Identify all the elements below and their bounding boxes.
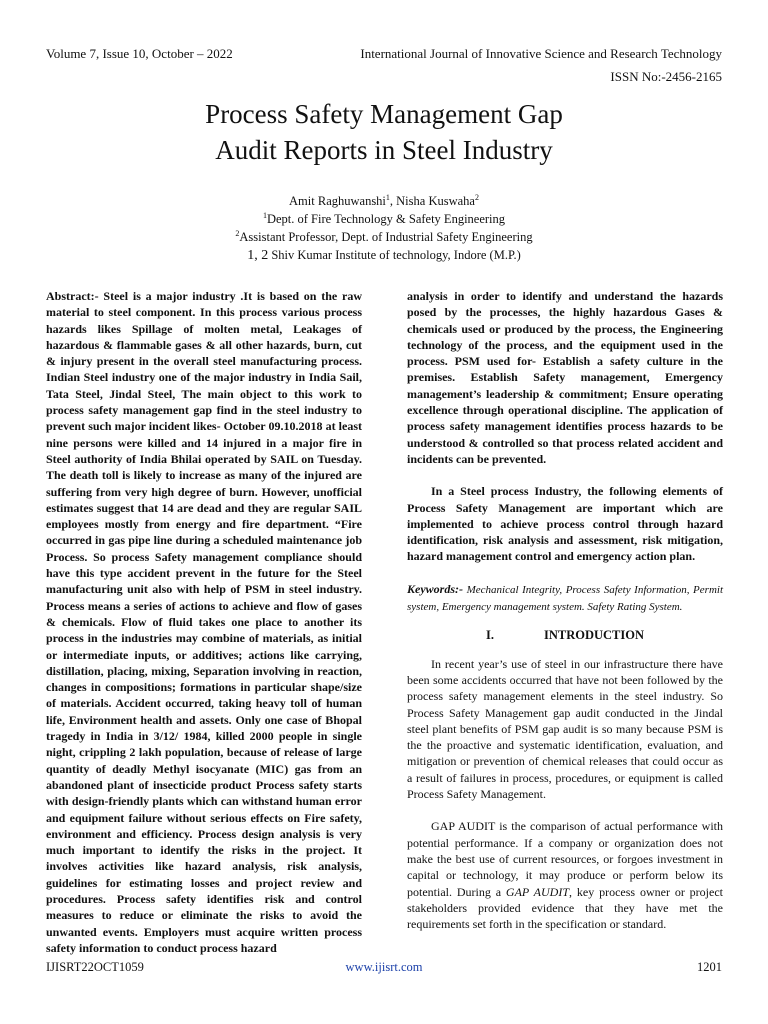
- paper-title: [0, 96, 768, 168]
- psm-elements-paragraph: In a Steel process Industry, the following elements of Process Safety Management are important which are implemented to achieve process control through hazard identification, risk analysis and assessment, risk mitigation, hazard management control and emergency action plan.: [407, 484, 723, 564]
- keywords: Keywords:- Mechanical Integrity, Process Safety Information, Permit system, Emergency management system. Safety Rating System.: [407, 581, 723, 614]
- right-column: [407, 288, 723, 932]
- issn: ISSN No:-2456-2165: [610, 69, 722, 84]
- title-line-1: Process Safety Management Gap: [205, 99, 563, 129]
- abstract-text: Abstract:- Steel is a major industry .It is based on the raw material to steel component. In this process various process hazards likes Spillage of molten metal, Leakages of hazardous & flammable gases & all other hazards, burn, cut & injury present in the overall steel manufacturing process. Indian Steel industry one of the major industry in India Sail, Tata Steel, Jindal Steel, The main object to this work to process safety management gap find in the steel industry to prevent such major incident likes- October 09.10.2018 at least nine persons were killed and 14 injured in a major fire in Steel authority of India Bhilai operated by SAIL on Tuesday. The death toll is likely to increase as many of the injured are suffering from very high degree of burn. However, unofficial estimates suggest that 14 are dead and they are regular SAIL employees mostly from energy and fire department. “Fire occurred in gas pipe line during a scheduled maintenance job Process. So process Safety management compliance should have this type accident prevent in the future for the Steel manufacturing unit also with help of PSM in steel industry. Process means a series of actions to achieve and flow of gases & chemicals. Flow of fluid takes one place to another its process in the industries may combine of materials, as initial or intermediate inputs, or additives; actions like carrying, distillation, placing, mixing, Separation involving in reaction, changes in compositions; formations in particular shape/size of materials. Accident occurred, taking heavy toll of human life, Environment health and assets. Only one case of Bhopal tragedy in India in 3/12/ 1984, killed 2000 people in single night, crippling 2 lakh population, because of release of large quantity of deadly Methyl isocyanate (MIC) gas from an abandoned plant of insecticide product Process safety starts with design-friendly plants which can withstand human error and equipment failure without serious effects on Fire safety, environment and efficiency. Process design analysis is very much important to identify the risks in the project. It involves activities like hazard analysis, risk analysis, guidelines for estimating losses and project review and procedures. Process safety identifies risk and control measures to reduce or eliminate the risks to avoid the unwanted events. Employers must acquire written process safety information to conduct process hazard: [46, 289, 362, 955]
- gap-audit-paragraph: GAP AUDIT is the comparison of actual performance with potential performance. If a company or organization does not make the best use of current resources, or forgoes investment in capital or technology, it may produce or perform below its potential. During a GAP AUDIT, key process owner or project stakeholders provided evidence that they have met the requirements set forth in the specification or standard.: [407, 819, 723, 932]
- author-block: [0, 192, 768, 265]
- affiliation-3: 1, 2 Shiv Kumar Institute of technology, Indore (M.P.): [247, 248, 521, 263]
- affiliation-1: $^1$Dept. of Fire Technology & Safety Engineering: [262, 210, 506, 226]
- title-line-2: Audit Reports in Steel Industry: [215, 135, 553, 165]
- page-number: 1201: [697, 960, 722, 974]
- volume-issue: Volume 7, Issue 10, October – 2022: [46, 46, 233, 61]
- paper-id: IJISRT22OCT1059: [46, 960, 144, 974]
- left-column: [46, 288, 362, 956]
- section-heading-introduction: I. INTRODUCTION: [485, 628, 644, 643]
- affiliation-2: $^2$Assistant Professor, Dept. of Industrial Safety Engineering: [235, 228, 533, 244]
- journal-name: International Journal of Innovative Science and Research Technology: [360, 46, 722, 61]
- abstract-continued: analysis in order to identify and understand the hazards posed by the processes, the highly hazardous Gases & chemicals used or produced by the process, the Engineering technology of the process, and the equipment used in the process. PSM used for- Establish a safety culture in the premises. Establish Safety management, Emergency management’s leadership & commitment; Ensure operating excellence through operational discipline. The application of process safety management identifies process hazards to be understood & controlled so that process related accident and incidents can be prevented.: [407, 289, 723, 466]
- introduction-paragraph: In recent year’s use of steel in our infrastructure there have been some accidents occurred that have not been followed by the process safety management elements in the steel industry. So Process Safety Management gap audit conducted in the Jindal steel plant benefits of PSM gap audit is so many because PSM is the the proactive and systematic identification, evaluation, and mitigation or prevention of chemical releases that could occur as a result of failures in process, procedures, or equipment is called Process Safety Management.: [407, 656, 723, 802]
- journal-website-link[interactable]: www.ijisrt.com: [345, 960, 423, 974]
- author-names: Amit Raghuwanshi$^1$, Nisha Kuswaha$^2$: [289, 192, 479, 208]
